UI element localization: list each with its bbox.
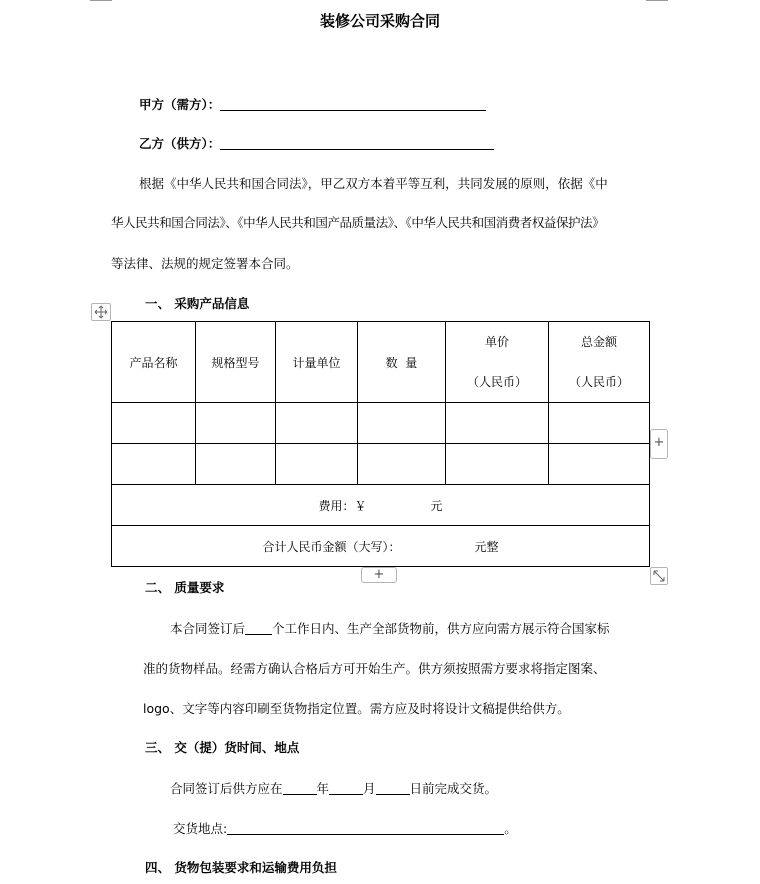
party-a-line bbox=[139, 94, 486, 113]
year-input[interactable] bbox=[283, 782, 317, 795]
table-cell[interactable] bbox=[358, 444, 446, 485]
section-2-heading: 二、 质量要求 bbox=[145, 580, 225, 595]
header-unit[interactable]: 计量单位 bbox=[276, 322, 358, 403]
quality-line-2: 准的货物样品。经需方确认合格后方可开始生产。供方须按照需方要求将指定图案、 bbox=[143, 661, 606, 676]
quality-line-3: logo、文字等内容印刷至货物指定位置。需方应及时将设计文稿提供给供方。 bbox=[143, 701, 570, 716]
month-label: 月 bbox=[363, 781, 376, 796]
add-column-button[interactable]: + bbox=[650, 429, 668, 459]
header-total-amount[interactable] bbox=[549, 322, 650, 403]
fee-cell[interactable] bbox=[112, 485, 650, 526]
header-unit-price-currency: （人民币） bbox=[466, 375, 527, 389]
quality-line-1 bbox=[170, 619, 610, 637]
party-a-label: 甲方（需方）： bbox=[139, 97, 221, 112]
resize-icon bbox=[653, 570, 665, 582]
quality-text-a: 本合同签订后 bbox=[170, 621, 246, 636]
party-b-label: 乙方（供方）： bbox=[139, 136, 221, 151]
add-row-button[interactable]: + bbox=[361, 567, 397, 583]
document-title: 装修公司采购合同 bbox=[319, 12, 440, 30]
preamble-line-3: 等法律、法规的规定签署本合同。 bbox=[111, 256, 299, 271]
header-product-name[interactable]: 产品名称 bbox=[112, 322, 196, 403]
fee-unit: 元 bbox=[430, 498, 443, 513]
day-input[interactable] bbox=[376, 782, 410, 795]
table-cell[interactable] bbox=[549, 403, 650, 444]
party-a-input[interactable] bbox=[220, 98, 486, 111]
header-quantity[interactable]: 数 量 bbox=[358, 322, 446, 403]
table-cell[interactable] bbox=[276, 403, 358, 444]
table-cell[interactable] bbox=[196, 444, 276, 485]
quality-text-b: 个工作日内、生产全部货物前，供方应向需方展示符合国家标 bbox=[272, 621, 610, 636]
preamble-line-2: 华人民共和国合同法》、《中华人民共和国产品质量法》、《中华人民共和国消费者权益保护法》 bbox=[111, 215, 605, 230]
section-4-heading: 四、 货物包装要求和运输费用负担 bbox=[145, 860, 337, 875]
header-total-amount-label: 总金额 bbox=[580, 335, 617, 349]
total-cell[interactable] bbox=[112, 526, 650, 567]
workdays-input[interactable] bbox=[245, 622, 272, 635]
product-table bbox=[111, 321, 650, 567]
header-unit-price[interactable] bbox=[446, 322, 549, 403]
table-cell[interactable] bbox=[196, 403, 276, 444]
header-total-amount-currency: （人民币） bbox=[568, 375, 629, 389]
table-cell[interactable] bbox=[549, 444, 650, 485]
header-spec-model[interactable]: 规格型号 bbox=[196, 322, 276, 403]
party-b-line bbox=[139, 133, 494, 152]
table-cell[interactable] bbox=[358, 403, 446, 444]
page-corner-mark-left bbox=[90, 0, 112, 1]
fee-label: 费用：￥ bbox=[318, 498, 367, 513]
fee-row bbox=[112, 485, 650, 526]
section-1-heading: 一、 采购产品信息 bbox=[145, 296, 250, 311]
table-move-handle[interactable] bbox=[91, 303, 111, 321]
year-label: 年 bbox=[316, 781, 330, 796]
total-unit: 元整 bbox=[474, 539, 499, 554]
table-row bbox=[112, 403, 650, 444]
table-cell[interactable] bbox=[112, 444, 196, 485]
delivery-time-line bbox=[170, 779, 497, 797]
table-row bbox=[112, 444, 650, 485]
month-input[interactable] bbox=[329, 782, 363, 795]
table-header-row bbox=[112, 322, 650, 403]
header-unit-price-label: 单价 bbox=[484, 335, 509, 349]
delivery-place-label: 交货地点: bbox=[173, 821, 228, 836]
page-corner-mark-right bbox=[646, 0, 668, 1]
party-b-input[interactable] bbox=[220, 137, 494, 150]
table-cell[interactable] bbox=[276, 444, 358, 485]
day-label: 日前完成交货。 bbox=[409, 781, 498, 796]
table-cell[interactable] bbox=[446, 403, 549, 444]
preamble-line-1: 根据《中华人民共和国合同法》，甲乙双方本着平等互利，共同发展的原则，依据《中 bbox=[139, 176, 608, 191]
delivery-place-end: 。 bbox=[504, 821, 517, 836]
table-cell[interactable] bbox=[112, 403, 196, 444]
table-resize-handle[interactable] bbox=[650, 567, 668, 585]
delivery-time-text: 合同签订后供方应在 bbox=[170, 781, 283, 796]
section-3-heading: 三、 交（提）货时间、地点 bbox=[145, 740, 300, 755]
total-row bbox=[112, 526, 650, 567]
total-label: 合计人民币金额（大写）： bbox=[262, 539, 401, 554]
delivery-place-line bbox=[173, 819, 517, 837]
delivery-place-input[interactable] bbox=[227, 822, 504, 835]
table-cell[interactable] bbox=[446, 444, 549, 485]
move-icon bbox=[94, 305, 108, 319]
